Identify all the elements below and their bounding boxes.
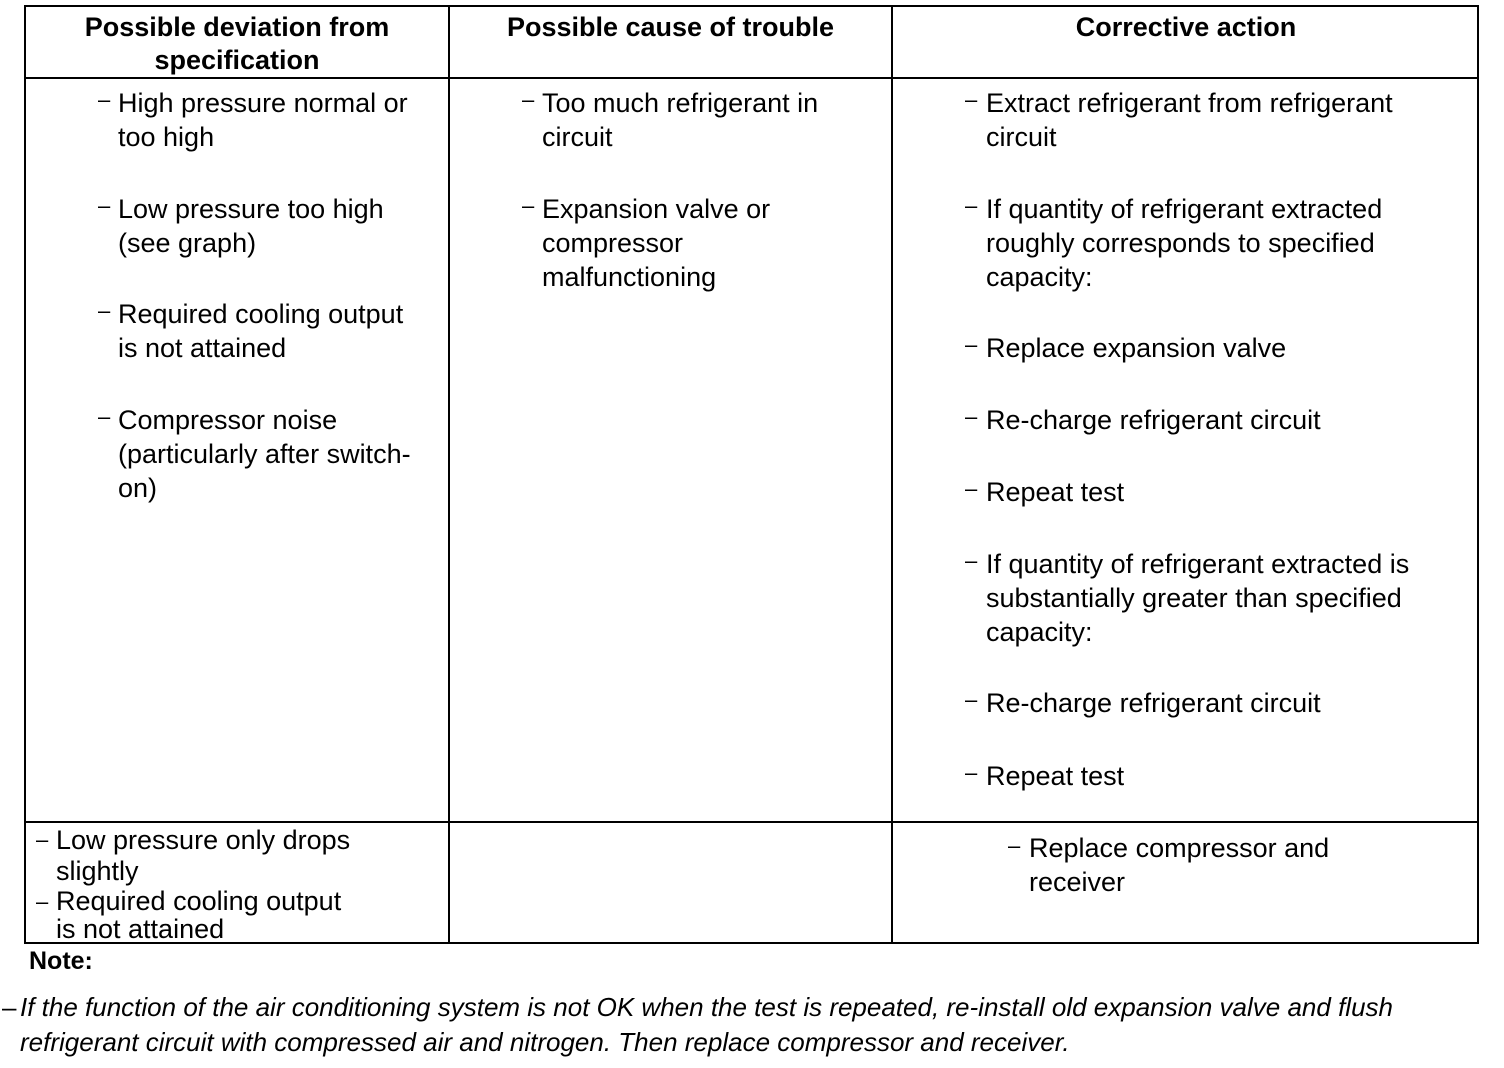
bullet-dash: – [965,193,978,218]
deviation-item: High pressure normal or too high [118,88,408,152]
action-item: If quantity of refrigerant extracted is substantially greater than specified capacity: [986,549,1410,647]
bullet-dash: – [965,548,978,573]
bullet-dash: – [36,889,49,914]
bullet-dash: – [98,298,111,323]
action-item: Replace expansion valve [986,333,1287,363]
bullet-dash: – [98,193,111,218]
bullet-dash: – [965,687,978,712]
column-divider [891,7,893,942]
note-dash: – [2,992,17,1022]
header-cause: Possible cause of trouble [506,12,835,42]
deviation-item: Low pressure too high (see graph) [118,194,384,258]
deviation-item: Required cooling output is not attained [118,299,404,363]
troubleshooting-table [24,5,1479,944]
bullet-dash: – [965,760,978,785]
bullet-dash: – [965,404,978,429]
action-item: Re-charge refrigerant circuit [986,405,1321,435]
header-deviation: Possible deviation from specification [84,12,390,75]
bullet-dash: – [98,87,111,112]
action-item: Repeat test [986,761,1125,791]
bullet-dash: – [965,476,978,501]
cause-item: Expansion valve or compressor malfunctioning [542,194,771,292]
column-divider [448,7,450,942]
action-item: Repeat test [986,477,1125,507]
row-divider [26,821,1477,823]
bullet-dash: – [36,827,49,852]
action-item: If quantity of refrigerant extracted roughly corresponds to specified capacity: [986,194,1383,292]
bullet-dash: – [1008,833,1021,858]
cause-item: Too much refrigerant in circuit [542,88,819,152]
deviation-item: Required cooling output is not attained [56,886,342,944]
deviation-item: Low pressure only drops slightly [56,825,351,886]
header-divider [26,77,1477,79]
bullet-dash: – [522,193,535,218]
note-label: Note: [29,947,93,975]
header-action: Corrective action [1075,12,1297,42]
action-item: Extract refrigerant from refrigerant circuit [986,88,1393,152]
bullet-dash: – [965,332,978,357]
deviation-item: Compressor noise (particularly after switch- on) [118,405,411,503]
bullet-dash: – [98,404,111,429]
bullet-dash: – [522,87,535,112]
bullet-dash: – [965,87,978,112]
note-text: If the function of the air conditioning system is not OK when the test is repeated, re-install old expansion valve and flush refrigerant circuit with compressed air and nitrogen. Then replace compressor and receiver. [20,992,1393,1057]
action-item: Replace compressor and receiver [1029,833,1330,897]
action-item: Re-charge refrigerant circuit [986,688,1321,718]
